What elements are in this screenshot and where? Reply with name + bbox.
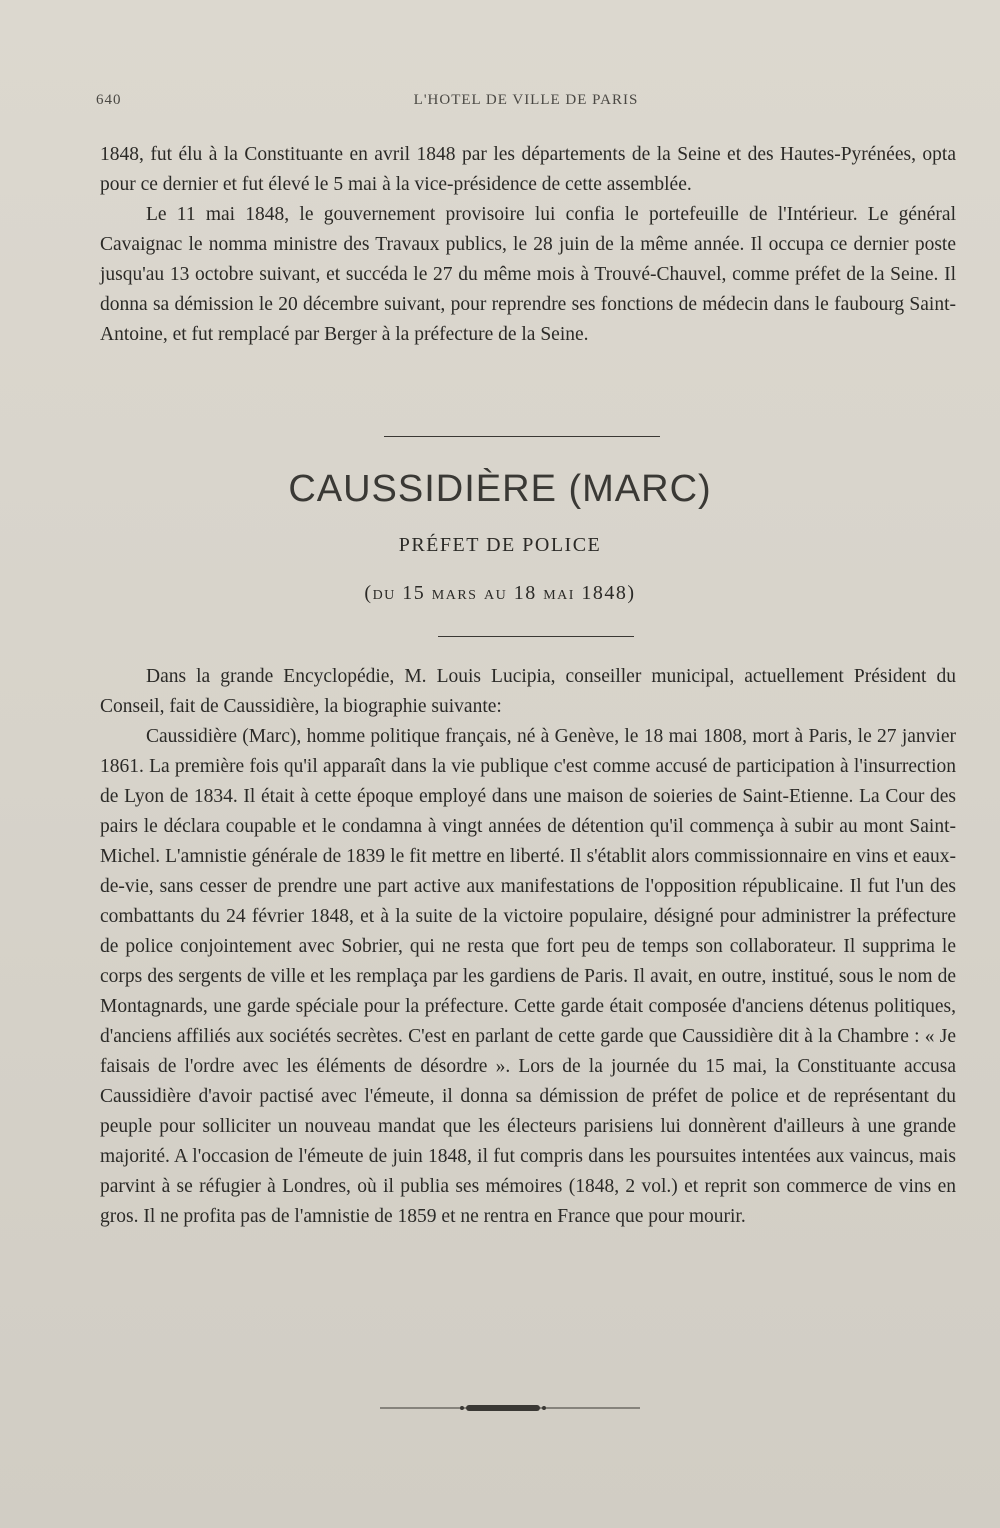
- previous-biography-end: [100, 140, 956, 350]
- running-header: [96, 92, 956, 116]
- body-paragraph: Dans la grande Encyclopédie, M. Louis Lucipia, conseiller municipal, actuellement Président du Conseil, fait de Caussidière, la biographie suivante:: [100, 666, 956, 717]
- article-dates: (du 15 mars au 18 mai 1848): [364, 582, 636, 604]
- end-ornament: [380, 1402, 640, 1414]
- article-subtitle: PRÉFET DE POLICE: [398, 534, 602, 556]
- article-title: CAUSSIDIÈRE (MARC): [288, 468, 712, 510]
- body-paragraph: Caussidière (Marc), homme politique français, né à Genève, le 18 mai 1808, mort à Paris, le 27 janvier 1861. La première fois qu'il apparaît dans la vie publique c'est comme accusé de participation à l'insurrection de Lyon de 1834. Il était à cette époque employé dans une maison de soieries de Saint-Etienne. La Cour des pairs le déclara coupable et le condamna à vingt années de détention qu'il commença à subir au mont Saint-Michel. L'amnistie générale de 1839 le fit mettre en liberté. Il s'établit alors commissionnaire en vins et eaux-de-vie, sans cesser de prendre une part active aux manifestations de l'opposition républicaine. Il fut l'un des combattants du 24 février 1848, et à la suite de la victoire populaire, désigné pour administrer la préfecture de police conjointement avec Sobrier, qui ne resta que fort peu de temps son collaborateur. Il supprima le corps des sergents de ville et les remplaça par les gardiens de Paris. Il avait, en outre, institué, sous le nom de Montagnards, une garde spéciale pour la préfecture. Cette garde était composée d'anciens détenus politiques, d'anciens affiliés aux sociétés secrètes. C'est en parlant de cette garde que Caussidière dit à la Chambre : « Je faisais de l'ordre avec les éléments de désordre ». Lors de la journée du 15 mai, la Constituante accusa Caussidière d'avoir pactisé avec l'émeute, il donna sa démission de préfet de police et de représentant du peuple pour solliciter un nouveau mandat que les électeurs parisiens lui donnèrent d'ailleurs à une grande majorité. A l'occasion de l'émeute de juin 1848, il fut compris dans les poursuites intentées aux vaincus, mais parvint à se réfugier à Londres, où il publia ses mémoires (1848, 2 vol.) et reprit son commerce de vins en gros. Il ne profita pas de l'amnistie de 1859 et ne rentra en France que pour mourir.: [100, 726, 956, 1227]
- body-paragraph: Le 11 mai 1848, le gouvernement provisoire lui confia le portefeuille de l'Intérieur. Le général Cavaignac le nomma ministre des Travaux publics, le 28 juin de la même année. Il occupa ce dernier poste jusqu'au 13 octobre suivant, et succéda le 27 du même mois à Trouvé-Chauvel, comme préfet de la Seine. Il donna sa démission le 20 décembre suivant, pour reprendre ses fonctions de médecin dans le faubourg Saint-Antoine, et fut remplacé par Berger à la préfecture de la Seine.: [100, 204, 956, 345]
- page-number: 640: [96, 92, 122, 108]
- section-divider: [384, 436, 660, 437]
- running-title: L'HOTEL DE VILLE DE PARIS: [413, 92, 639, 108]
- article-body: [100, 662, 956, 1232]
- title-divider: [438, 636, 634, 637]
- body-paragraph: 1848, fut élu à la Constituante en avril 1848 par les départements de la Seine et des Hautes-Pyrénées, opta pour ce dernier et fut élevé le 5 mai à la vice-présidence de cette assemblée.: [100, 144, 956, 195]
